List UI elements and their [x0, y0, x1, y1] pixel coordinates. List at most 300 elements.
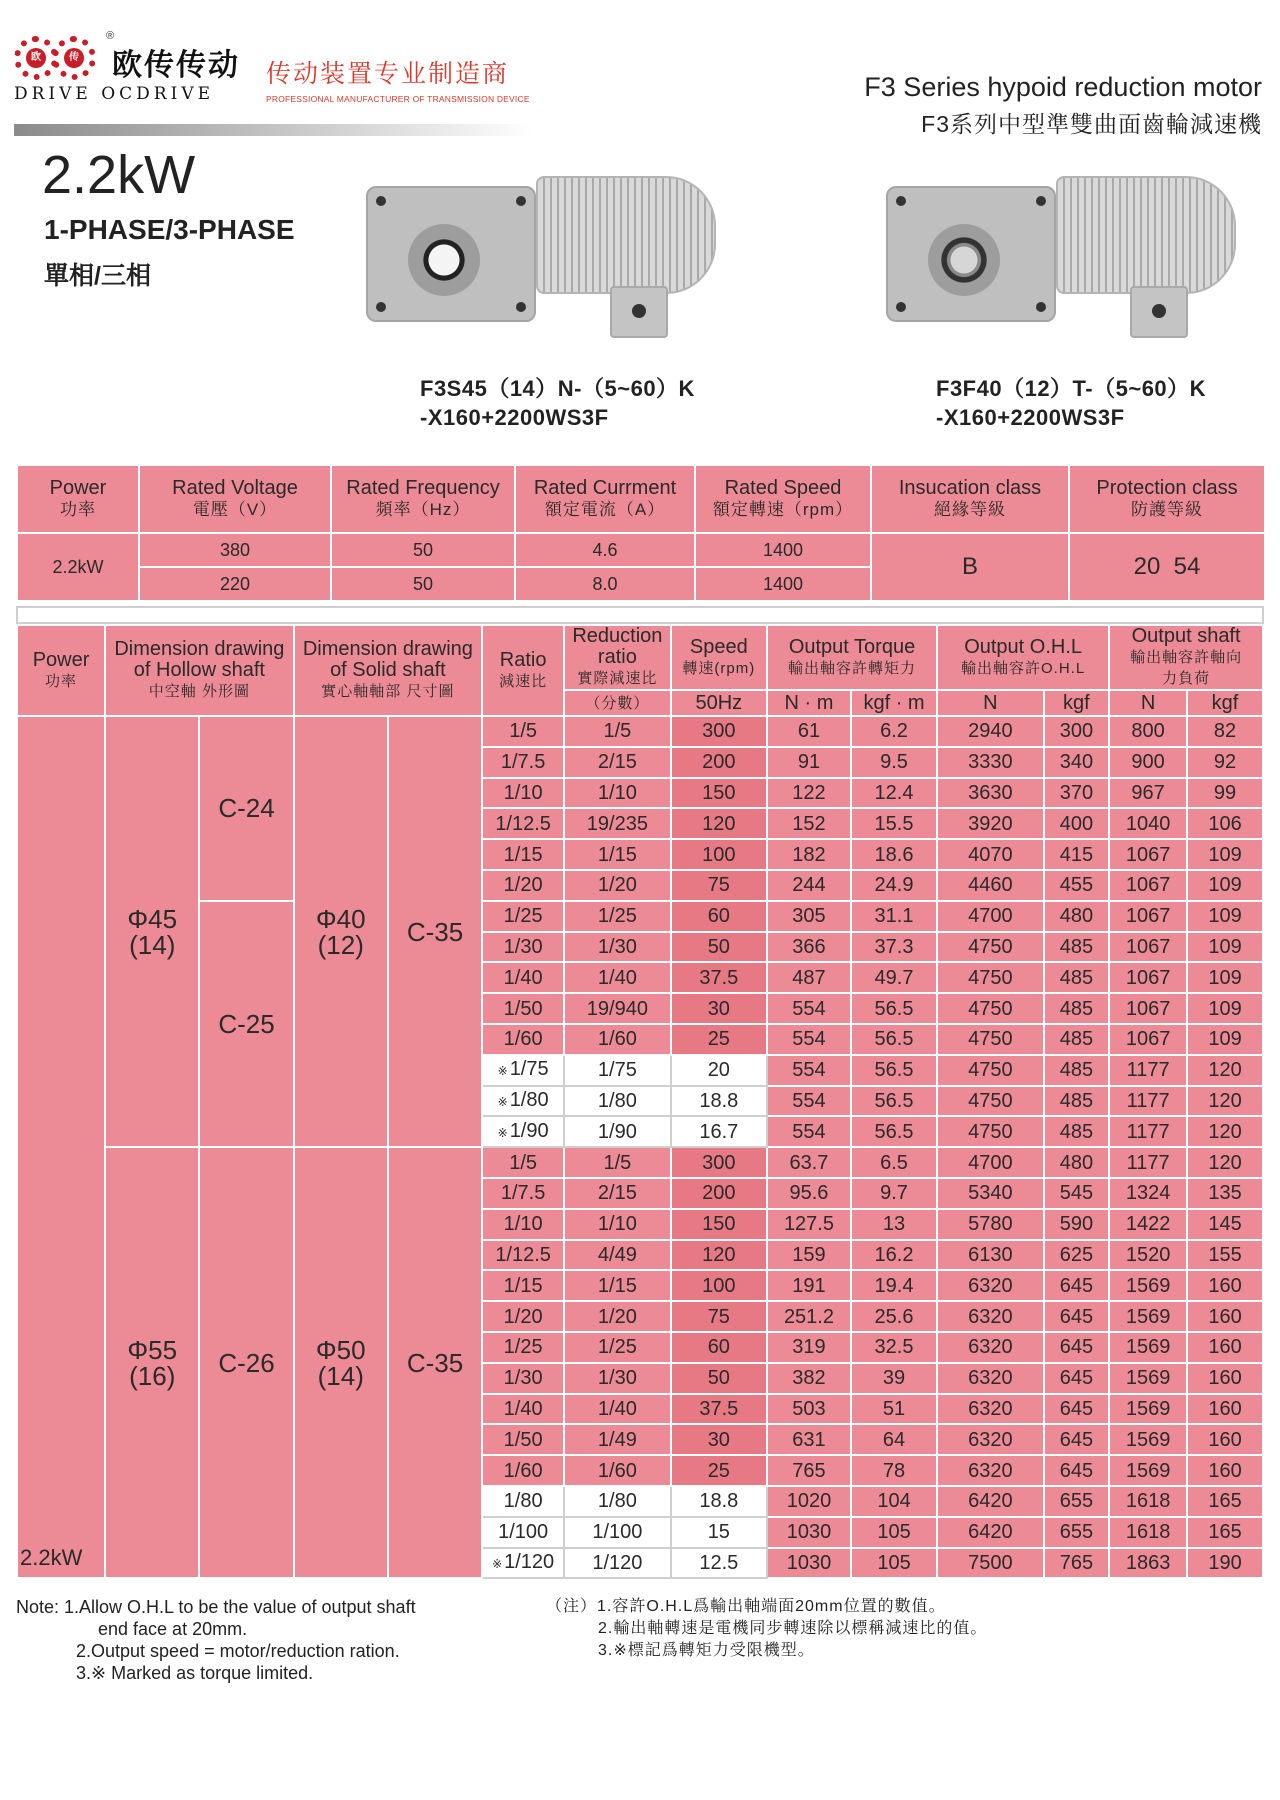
reduction-ratio-cell: 1/100: [564, 1517, 671, 1548]
ratio-value: 1/40: [503, 1397, 543, 1420]
perf-header-nm: N · m: [767, 690, 851, 716]
axial-n-cell: 1067: [1109, 993, 1187, 1024]
axial-n-cell: 1177: [1109, 1055, 1187, 1086]
reduction-ratio-cell: 1/25: [564, 1332, 671, 1363]
reduction-ratio-cell: 1/80: [564, 1086, 671, 1117]
axial-kgf-cell: 92: [1187, 747, 1263, 778]
torque-kgfm-cell: 78: [851, 1455, 937, 1486]
torque-nm-cell: 152: [767, 808, 851, 839]
table-row: [17, 533, 1265, 567]
axial-n-cell: 1177: [1109, 1147, 1187, 1178]
torque-kgfm-cell: 56.5: [851, 1116, 937, 1147]
tagline-cn: 传动装置专业制造商: [266, 60, 510, 88]
axial-kgf-cell: 165: [1187, 1517, 1263, 1548]
torque-nm-cell: 1020: [767, 1486, 851, 1517]
axial-n-cell: 1067: [1109, 901, 1187, 932]
company-logo: [14, 30, 254, 106]
spec-insulation: B: [871, 533, 1069, 601]
ohl-kgf-cell: 590: [1044, 1209, 1110, 1240]
ohl-kgf-cell: 645: [1044, 1332, 1110, 1363]
reduction-ratio-cell: 1/49: [564, 1424, 671, 1455]
axial-n-cell: 1569: [1109, 1332, 1187, 1363]
spec-frequency: 50: [331, 567, 515, 601]
ratio-value: 1/10: [503, 1213, 543, 1236]
reduction-ratio-cell: 2/15: [564, 1178, 671, 1209]
ohl-kgf-cell: 480: [1044, 1147, 1110, 1178]
speed-cell: 20: [671, 1055, 767, 1086]
torque-nm-cell: 122: [767, 778, 851, 809]
power-cell: 2.2kW: [17, 716, 105, 1578]
reduction-ratio-cell: 1/15: [564, 839, 671, 870]
torque-kgfm-cell: 39: [851, 1363, 937, 1394]
torque-nm-cell: 182: [767, 839, 851, 870]
ratio-cell: [482, 778, 564, 809]
ratio-value: 1/25: [503, 1336, 543, 1359]
registered-mark: ®: [106, 30, 115, 42]
solid-shaft-dia: [294, 1147, 388, 1578]
ratio-value: 1/90: [509, 1119, 549, 1142]
torque-kgfm-cell: 6.5: [851, 1147, 937, 1178]
torque-nm-cell: 554: [767, 993, 851, 1024]
ratio-value: 1/12.5: [495, 1243, 551, 1266]
rated-spec-table: [16, 464, 1266, 602]
note-line: end face at 20mm.: [98, 1619, 248, 1639]
spec-power: 2.2kW: [17, 533, 139, 601]
ohl-n-cell: 4460: [937, 870, 1044, 901]
ratio-cell: [482, 1332, 564, 1363]
ohl-kgf-cell: 645: [1044, 1301, 1110, 1332]
axial-kgf-cell: 120: [1187, 1116, 1263, 1147]
ratio-cell: [482, 1455, 564, 1486]
spec-header-current: Rated Currment 額定電流（A）: [515, 465, 695, 533]
hollow-shaft-dia: [105, 716, 199, 1147]
ratio-cell: [482, 1301, 564, 1332]
ohl-n-cell: 2940: [937, 716, 1044, 747]
speed-cell: 15: [671, 1517, 767, 1548]
torque-nm-cell: 1030: [767, 1548, 851, 1579]
speed-cell: 18.8: [671, 1486, 767, 1517]
perf-header-hollow: Dimension drawing of Hollow shaft 中空軸 外形圖: [105, 625, 294, 716]
ohl-kgf-cell: 370: [1044, 778, 1110, 809]
ohl-n-cell: 4750: [937, 1116, 1044, 1147]
ratio-value: 1/120: [504, 1550, 555, 1573]
axial-kgf-cell: 160: [1187, 1301, 1263, 1332]
ratio-cell: [482, 901, 564, 932]
axial-n-cell: 1569: [1109, 1301, 1187, 1332]
hollow-shaft-motor-icon: [360, 176, 740, 356]
axial-kgf-cell: 160: [1187, 1424, 1263, 1455]
solid-dia: Φ40: [315, 903, 366, 934]
axial-kgf-cell: 160: [1187, 1270, 1263, 1301]
ratio-cell: [482, 1548, 564, 1579]
torque-limited-mark: ※: [492, 1556, 503, 1571]
torque-kgfm-cell: 51: [851, 1394, 937, 1425]
ohl-n-cell: 4750: [937, 962, 1044, 993]
axial-n-cell: 1324: [1109, 1178, 1187, 1209]
axial-kgf-cell: 109: [1187, 962, 1263, 993]
axial-n-cell: 1618: [1109, 1517, 1187, 1548]
ohl-kgf-cell: 655: [1044, 1517, 1110, 1548]
axial-kgf-cell: 165: [1187, 1486, 1263, 1517]
ohl-n-cell: 6420: [937, 1486, 1044, 1517]
torque-kgfm-cell: 12.4: [851, 778, 937, 809]
solid-sub: (12): [317, 929, 364, 960]
torque-kgfm-cell: 105: [851, 1548, 937, 1579]
speed-cell: 25: [671, 1024, 767, 1055]
ohl-kgf-cell: 415: [1044, 839, 1110, 870]
solid-shaft: [928, 224, 1000, 296]
torque-kgfm-cell: 31.1: [851, 901, 937, 932]
power-title: 2.2kW: [42, 145, 196, 205]
ratio-value: 1/12.5: [495, 812, 551, 835]
perf-header-power: Power 功率: [17, 625, 105, 716]
spec-header-insulation: Insucation class 絕緣等級: [871, 465, 1069, 533]
table-row: [17, 901, 1263, 932]
axial-kgf-cell: 160: [1187, 1363, 1263, 1394]
spec-current: 8.0: [515, 567, 695, 601]
axial-n-cell: 1177: [1109, 1116, 1187, 1147]
spec-voltage: 220: [139, 567, 331, 601]
speed-cell: 37.5: [671, 962, 767, 993]
reduction-ratio-cell: 1/30: [564, 932, 671, 963]
note-line: 2.輸出軸轉速是電機同步轉速除以標稱減速比的值。: [598, 1620, 988, 1637]
ohl-kgf-cell: 645: [1044, 1424, 1110, 1455]
ratio-cell: [482, 1024, 564, 1055]
torque-nm-cell: 91: [767, 747, 851, 778]
drawing-code: C-35: [388, 716, 482, 1147]
reduction-ratio-cell: 2/15: [564, 747, 671, 778]
torque-limited-mark: ※: [497, 1064, 508, 1079]
ohl-n-cell: 4700: [937, 901, 1044, 932]
torque-nm-cell: 382: [767, 1363, 851, 1394]
ohl-kgf-cell: 480: [1044, 901, 1110, 932]
torque-nm-cell: 251.2: [767, 1301, 851, 1332]
speed-cell: 12.5: [671, 1548, 767, 1579]
ohl-kgf-cell: 485: [1044, 932, 1110, 963]
torque-kgfm-cell: 9.7: [851, 1178, 937, 1209]
speed-cell: 30: [671, 993, 767, 1024]
spec-header-power: Power 功率: [17, 465, 139, 533]
ratio-value: 1/75: [509, 1058, 549, 1081]
torque-kgfm-cell: 6.2: [851, 716, 937, 747]
ratio-cell: [482, 1240, 564, 1271]
ratio-cell: [482, 1424, 564, 1455]
ratio-value: 1/40: [503, 966, 543, 989]
torque-kgfm-cell: 64: [851, 1424, 937, 1455]
motor-body: [536, 176, 716, 294]
model-code-line: -X160+2200WS3F: [936, 405, 1125, 430]
speed-cell: 100: [671, 1270, 767, 1301]
axial-kgf-cell: 109: [1187, 839, 1263, 870]
solid-dia: Φ50: [315, 1334, 366, 1365]
ohl-kgf-cell: 400: [1044, 808, 1110, 839]
series-title-cn: F3系列中型準雙曲面齒輪減速機: [921, 111, 1262, 137]
ohl-n-cell: 6320: [937, 1424, 1044, 1455]
perf-header-kgf: kgf: [1044, 690, 1110, 716]
ohl-kgf-cell: 485: [1044, 1116, 1110, 1147]
ohl-kgf-cell: 645: [1044, 1455, 1110, 1486]
torque-kgfm-cell: 104: [851, 1486, 937, 1517]
reduction-ratio-cell: 19/235: [564, 808, 671, 839]
spec-frequency: 50: [331, 533, 515, 567]
torque-kgfm-cell: 25.6: [851, 1301, 937, 1332]
torque-nm-cell: 1030: [767, 1517, 851, 1548]
ohl-n-cell: 4750: [937, 1055, 1044, 1086]
ohl-kgf-cell: 655: [1044, 1486, 1110, 1517]
torque-nm-cell: 305: [767, 901, 851, 932]
torque-kgfm-cell: 24.9: [851, 870, 937, 901]
header-divider: [14, 124, 534, 136]
table-row: [17, 1147, 1263, 1178]
axial-n-cell: 1067: [1109, 1024, 1187, 1055]
ratio-cell: [482, 839, 564, 870]
speed-cell: 300: [671, 716, 767, 747]
spec-header-frequency: Rated Frequency 頻率（Hz）: [331, 465, 515, 533]
ratio-value: 1/80: [509, 1088, 549, 1111]
reduction-ratio-cell: 1/120: [564, 1548, 671, 1579]
axial-n-cell: 1040: [1109, 808, 1187, 839]
ohl-kgf-cell: 485: [1044, 1055, 1110, 1086]
torque-nm-cell: 191: [767, 1270, 851, 1301]
spec-protection: 20 54: [1069, 533, 1265, 601]
torque-nm-cell: 487: [767, 962, 851, 993]
hollow-bore: [408, 224, 480, 296]
axial-n-cell: 800: [1109, 716, 1187, 747]
ratio-value: 1/20: [503, 874, 543, 897]
torque-nm-cell: 95.6: [767, 1178, 851, 1209]
perf-header-axial: Output shaft 輸出軸容許軸向 力負荷: [1109, 625, 1263, 690]
reduction-ratio-cell: 1/20: [564, 1301, 671, 1332]
brand-name-cn: 欧传传动: [112, 49, 240, 82]
notes-cn: [546, 1596, 1266, 1662]
terminal-box: [610, 286, 668, 338]
ohl-kgf-cell: 455: [1044, 870, 1110, 901]
perf-header-ratio: Ratio 減速比: [482, 625, 564, 716]
ohl-kgf-cell: 300: [1044, 716, 1110, 747]
speed-cell: 100: [671, 839, 767, 870]
terminal-box: [1130, 286, 1188, 338]
ratio-cell: [482, 1209, 564, 1240]
ratio-cell: [482, 747, 564, 778]
ratio-value: 1/100: [498, 1521, 549, 1544]
ratio-value: 1/50: [503, 1428, 543, 1451]
reduction-ratio-cell: 1/30: [564, 1363, 671, 1394]
axial-n-cell: 1618: [1109, 1486, 1187, 1517]
perf-header-kgfm: kgf · m: [851, 690, 937, 716]
ratio-value: 1/5: [509, 720, 538, 743]
speed-cell: 60: [671, 1332, 767, 1363]
drawing-code: C-35: [388, 1147, 482, 1578]
reduction-ratio-cell: 1/40: [564, 1394, 671, 1425]
spec-speed: 1400: [695, 533, 871, 567]
ohl-kgf-cell: 485: [1044, 962, 1110, 993]
ratio-cell: [482, 993, 564, 1024]
ohl-n-cell: 6420: [937, 1517, 1044, 1548]
ratio-cell: [482, 962, 564, 993]
perf-header-speed: Speed 轉速(rpm): [671, 625, 767, 690]
axial-kgf-cell: 109: [1187, 993, 1263, 1024]
axial-kgf-cell: 135: [1187, 1178, 1263, 1209]
ratio-value: 1/10: [503, 781, 543, 804]
model-code-line: F3S45（14）N-（5~60）K: [420, 376, 695, 401]
axial-n-cell: 1520: [1109, 1240, 1187, 1271]
perf-header-reduction-unit: （分數）: [564, 690, 671, 716]
speed-cell: 300: [671, 1147, 767, 1178]
reduction-ratio-cell: 1/75: [564, 1055, 671, 1086]
ohl-kgf-cell: 485: [1044, 993, 1110, 1024]
hollow-sub: (14): [129, 929, 176, 960]
phase-label-cn: 單相/三相: [44, 262, 151, 290]
spec-header-speed: Rated Speed 額定轉速（rpm）: [695, 465, 871, 533]
ratio-cell: [482, 808, 564, 839]
torque-nm-cell: 159: [767, 1240, 851, 1271]
axial-n-cell: 967: [1109, 778, 1187, 809]
torque-kgfm-cell: 18.6: [851, 839, 937, 870]
speed-cell: 50: [671, 932, 767, 963]
reduction-ratio-cell: 1/40: [564, 962, 671, 993]
ratio-cell: [482, 1517, 564, 1548]
ohl-kgf-cell: 625: [1044, 1240, 1110, 1271]
ratio-cell: [482, 932, 564, 963]
ohl-kgf-cell: 545: [1044, 1178, 1110, 1209]
torque-kgfm-cell: 56.5: [851, 1086, 937, 1117]
spec-voltage: 380: [139, 533, 331, 567]
axial-kgf-cell: 160: [1187, 1394, 1263, 1425]
ratio-cell: [482, 1147, 564, 1178]
ohl-n-cell: 5780: [937, 1209, 1044, 1240]
reduction-ratio-cell: 1/10: [564, 778, 671, 809]
ratio-value: 1/25: [503, 905, 543, 928]
torque-kgfm-cell: 56.5: [851, 993, 937, 1024]
speed-cell: 37.5: [671, 1394, 767, 1425]
axial-kgf-cell: 82: [1187, 716, 1263, 747]
speed-cell: 150: [671, 1209, 767, 1240]
speed-cell: 120: [671, 1240, 767, 1271]
spec-header-protection: Protection class 防護等級: [1069, 465, 1265, 533]
note-line: 3.※ Marked as torque limited.: [76, 1663, 314, 1683]
model-code: [936, 374, 1206, 432]
torque-nm-cell: 366: [767, 932, 851, 963]
ohl-n-cell: 4750: [937, 1086, 1044, 1117]
reduction-ratio-cell: 1/10: [564, 1209, 671, 1240]
ratio-value: 1/15: [503, 843, 543, 866]
gear-logo-icon: 欧: [14, 36, 58, 80]
torque-limited-mark: ※: [497, 1094, 508, 1109]
ratio-cell: [482, 1055, 564, 1086]
torque-nm-cell: 765: [767, 1455, 851, 1486]
reduction-ratio-cell: 1/5: [564, 716, 671, 747]
ratio-value: 1/80: [503, 1490, 543, 1513]
ohl-kgf-cell: 645: [1044, 1363, 1110, 1394]
reduction-ratio-cell: 1/5: [564, 1147, 671, 1178]
table-row: [17, 716, 1263, 747]
ratio-cell: [482, 1116, 564, 1147]
axial-kgf-cell: 120: [1187, 1147, 1263, 1178]
reduction-ratio-cell: 1/90: [564, 1116, 671, 1147]
series-title-en: F3 Series hypoid reduction motor: [864, 72, 1262, 102]
reduction-ratio-cell: 1/60: [564, 1024, 671, 1055]
notes-en: [16, 1596, 536, 1684]
torque-kgfm-cell: 105: [851, 1517, 937, 1548]
torque-nm-cell: 554: [767, 1116, 851, 1147]
solid-shaft-motor-icon: [880, 176, 1260, 356]
ohl-n-cell: 6130: [937, 1240, 1044, 1271]
torque-nm-cell: 61: [767, 716, 851, 747]
axial-kgf-cell: 145: [1187, 1209, 1263, 1240]
axial-kgf-cell: 99: [1187, 778, 1263, 809]
axial-n-cell: 1067: [1109, 932, 1187, 963]
torque-kgfm-cell: 16.2: [851, 1240, 937, 1271]
axial-n-cell: 1569: [1109, 1455, 1187, 1486]
ratio-cell: [482, 870, 564, 901]
ratio-value: 1/50: [503, 997, 543, 1020]
model-code-line: -X160+2200WS3F: [420, 405, 609, 430]
speed-cell: 150: [671, 778, 767, 809]
reduction-ratio-cell: 1/25: [564, 901, 671, 932]
ratio-value: 1/7.5: [500, 1182, 546, 1205]
ohl-n-cell: 4750: [937, 993, 1044, 1024]
ratio-cell: [482, 1486, 564, 1517]
speed-cell: 75: [671, 1301, 767, 1332]
axial-kgf-cell: 109: [1187, 1024, 1263, 1055]
axial-n-cell: 1569: [1109, 1424, 1187, 1455]
drawing-code: C-25: [199, 901, 293, 1147]
perf-header-kgf: kgf: [1187, 690, 1263, 716]
gear-logo-icon: 传: [52, 36, 96, 80]
torque-nm-cell: 631: [767, 1424, 851, 1455]
torque-nm-cell: 554: [767, 1024, 851, 1055]
torque-nm-cell: 554: [767, 1086, 851, 1117]
axial-n-cell: 1067: [1109, 870, 1187, 901]
ratio-cell: [482, 1270, 564, 1301]
ratio-value: 1/7.5: [500, 751, 546, 774]
note-line: Note: 1.Allow O.H.L to be the value of output shaft: [16, 1597, 416, 1617]
ohl-kgf-cell: 485: [1044, 1024, 1110, 1055]
axial-n-cell: 1569: [1109, 1394, 1187, 1425]
torque-kgfm-cell: 37.3: [851, 932, 937, 963]
torque-kgfm-cell: 9.5: [851, 747, 937, 778]
tagline: [266, 54, 530, 104]
speed-cell: 200: [671, 1178, 767, 1209]
ratio-value: 1/20: [503, 1305, 543, 1328]
ratio-value: 1/15: [503, 1274, 543, 1297]
phase-label-en: 1-PHASE/3-PHASE: [44, 214, 295, 245]
torque-kgfm-cell: 15.5: [851, 808, 937, 839]
note-line: 3.※標記爲轉矩力受限機型。: [598, 1642, 815, 1659]
ohl-n-cell: 6320: [937, 1301, 1044, 1332]
ratio-value: 1/60: [503, 1459, 543, 1482]
reduction-ratio-cell: 1/20: [564, 870, 671, 901]
speed-cell: 18.8: [671, 1086, 767, 1117]
torque-limited-mark: ※: [497, 1125, 508, 1140]
hollow-dia: Φ55: [127, 1334, 178, 1365]
spec-current: 4.6: [515, 533, 695, 567]
note-line: 2.Output speed = motor/reduction ration.: [76, 1641, 400, 1661]
reduction-ratio-cell: 19/940: [564, 993, 671, 1024]
ratio-value: 1/30: [503, 935, 543, 958]
ohl-n-cell: 6320: [937, 1332, 1044, 1363]
spec-header-voltage: Rated Voltage 電壓（V）: [139, 465, 331, 533]
reduction-ratio-cell: 1/15: [564, 1270, 671, 1301]
torque-kgfm-cell: 56.5: [851, 1024, 937, 1055]
axial-kgf-cell: 109: [1187, 932, 1263, 963]
ohl-n-cell: 7500: [937, 1548, 1044, 1579]
torque-kgfm-cell: 19.4: [851, 1270, 937, 1301]
ratio-value: 1/60: [503, 1028, 543, 1051]
ratio-value: 1/30: [503, 1367, 543, 1390]
torque-nm-cell: 319: [767, 1332, 851, 1363]
torque-nm-cell: 503: [767, 1394, 851, 1425]
